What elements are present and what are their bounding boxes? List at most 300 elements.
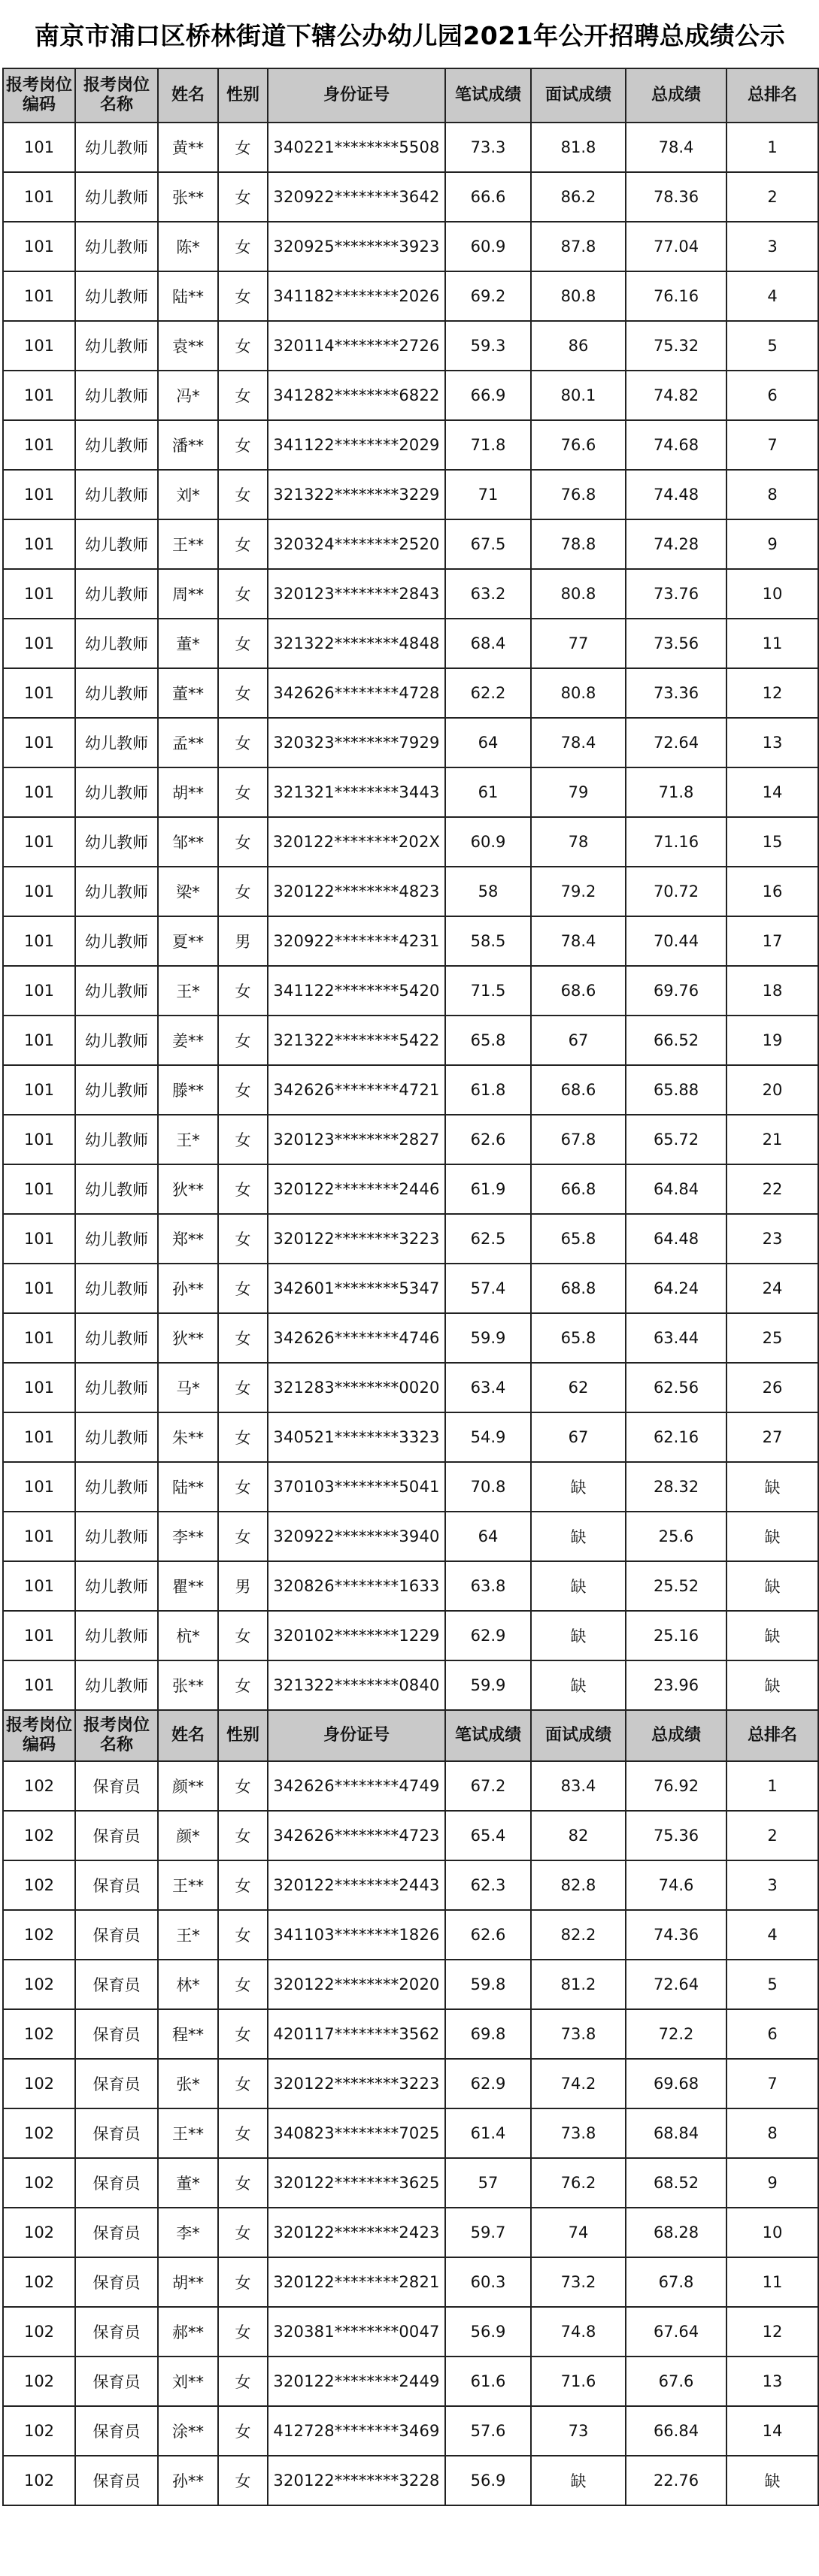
cell-total-score: 62.16 xyxy=(626,1412,726,1462)
cell-total-rank: 12 xyxy=(726,668,818,718)
cell-written-score: 58 xyxy=(445,867,531,916)
cell-written-score: 59.7 xyxy=(445,2208,531,2257)
cell-total-score: 78.4 xyxy=(626,123,726,172)
table-row xyxy=(3,123,818,172)
cell-total-rank: 3 xyxy=(726,1860,818,1910)
cell-gender: 女 xyxy=(218,172,268,222)
cell-post-name: 保育员 xyxy=(75,2357,158,2406)
cell-total-rank: 13 xyxy=(726,718,818,767)
cell-total-rank: 5 xyxy=(726,321,818,371)
cell-gender: 女 xyxy=(218,1264,268,1313)
cell-total-rank: 4 xyxy=(726,271,818,321)
cell-total-score: 25.52 xyxy=(626,1561,726,1611)
cell-name: 孟** xyxy=(158,718,218,767)
cell-total-score: 62.56 xyxy=(626,1363,726,1412)
cell-total-rank: 22 xyxy=(726,1164,818,1214)
cell-total-rank: 16 xyxy=(726,867,818,916)
cell-name: 张** xyxy=(158,172,218,222)
cell-interview-score: 缺 xyxy=(531,1561,626,1611)
cell-name: 郝** xyxy=(158,2307,218,2357)
table-row xyxy=(3,222,818,271)
cell-written-score: 69.8 xyxy=(445,2009,531,2059)
header-post-code: 报考岗位编码 xyxy=(3,1710,75,1761)
cell-name: 潘** xyxy=(158,420,218,470)
cell-interview-score: 74 xyxy=(531,2208,626,2257)
cell-total-score: 74.28 xyxy=(626,519,726,569)
cell-name: 狄** xyxy=(158,1313,218,1363)
cell-gender: 女 xyxy=(218,2307,268,2357)
cell-written-score: 59.9 xyxy=(445,1313,531,1363)
cell-total-score: 64.48 xyxy=(626,1214,726,1264)
table-row xyxy=(3,2208,818,2257)
table-row xyxy=(3,2108,818,2158)
table-row xyxy=(3,1561,818,1611)
cell-id-number: 340221********5508 xyxy=(268,123,445,172)
cell-id-number: 320122********2423 xyxy=(268,2208,445,2257)
cell-gender: 女 xyxy=(218,718,268,767)
cell-post-code: 101 xyxy=(3,767,75,817)
cell-written-score: 63.8 xyxy=(445,1561,531,1611)
cell-post-code: 101 xyxy=(3,1660,75,1710)
cell-written-score: 62.3 xyxy=(445,1860,531,1910)
cell-interview-score: 71.6 xyxy=(531,2357,626,2406)
cell-written-score: 59.9 xyxy=(445,1660,531,1710)
cell-name: 夏** xyxy=(158,916,218,966)
cell-name: 邹** xyxy=(158,817,218,867)
cell-post-code: 102 xyxy=(3,1811,75,1860)
cell-name: 林* xyxy=(158,1960,218,2009)
cell-post-name: 幼儿教师 xyxy=(75,668,158,718)
cell-id-number: 321322********0840 xyxy=(268,1660,445,1710)
cell-post-code: 102 xyxy=(3,2257,75,2307)
table-row xyxy=(3,619,818,668)
cell-id-number: 342626********4721 xyxy=(268,1065,445,1115)
cell-id-number: 412728********3469 xyxy=(268,2406,445,2456)
cell-id-number: 320922********3642 xyxy=(268,172,445,222)
cell-id-number: 320123********2827 xyxy=(268,1115,445,1164)
cell-interview-score: 67.8 xyxy=(531,1115,626,1164)
cell-post-code: 101 xyxy=(3,172,75,222)
cell-total-rank: 9 xyxy=(726,2158,818,2208)
cell-total-rank: 13 xyxy=(726,2357,818,2406)
cell-total-rank: 缺 xyxy=(726,1660,818,1710)
cell-total-rank: 7 xyxy=(726,2059,818,2108)
cell-written-score: 59.3 xyxy=(445,321,531,371)
cell-total-rank: 25 xyxy=(726,1313,818,1363)
cell-post-code: 102 xyxy=(3,2208,75,2257)
cell-gender: 女 xyxy=(218,1761,268,1811)
cell-total-rank: 6 xyxy=(726,371,818,420)
cell-total-rank: 6 xyxy=(726,2009,818,2059)
cell-post-name: 幼儿教师 xyxy=(75,420,158,470)
cell-written-score: 67.5 xyxy=(445,519,531,569)
cell-written-score: 60.9 xyxy=(445,817,531,867)
cell-total-rank: 14 xyxy=(726,767,818,817)
cell-written-score: 57.6 xyxy=(445,2406,531,2456)
cell-post-name: 幼儿教师 xyxy=(75,1214,158,1264)
cell-total-rank: 2 xyxy=(726,1811,818,1860)
cell-id-number: 342626********4723 xyxy=(268,1811,445,1860)
cell-name: 董** xyxy=(158,668,218,718)
cell-interview-score: 73.8 xyxy=(531,2108,626,2158)
cell-gender: 女 xyxy=(218,1462,268,1512)
cell-post-name: 幼儿教师 xyxy=(75,371,158,420)
cell-id-number: 321322********3229 xyxy=(268,470,445,519)
cell-gender: 女 xyxy=(218,1960,268,2009)
cell-total-score: 76.92 xyxy=(626,1761,726,1811)
cell-name: 王* xyxy=(158,1910,218,1960)
table-row xyxy=(3,1264,818,1313)
cell-total-score: 74.6 xyxy=(626,1860,726,1910)
cell-interview-score: 82.2 xyxy=(531,1910,626,1960)
cell-id-number: 320381********0047 xyxy=(268,2307,445,2357)
table-row xyxy=(3,1115,818,1164)
cell-interview-score: 80.1 xyxy=(531,371,626,420)
cell-gender: 女 xyxy=(218,767,268,817)
cell-name: 狄** xyxy=(158,1164,218,1214)
cell-total-score: 75.36 xyxy=(626,1811,726,1860)
cell-id-number: 341122********5420 xyxy=(268,966,445,1016)
table-row xyxy=(3,1214,818,1264)
cell-post-name: 幼儿教师 xyxy=(75,569,158,619)
cell-written-score: 61 xyxy=(445,767,531,817)
table-row xyxy=(3,1065,818,1115)
cell-name: 程** xyxy=(158,2009,218,2059)
cell-written-score: 64 xyxy=(445,1512,531,1561)
cell-name: 孙** xyxy=(158,2456,218,2505)
cell-post-code: 102 xyxy=(3,2158,75,2208)
cell-written-score: 61.9 xyxy=(445,1164,531,1214)
cell-post-name: 幼儿教师 xyxy=(75,1313,158,1363)
cell-total-rank: 21 xyxy=(726,1115,818,1164)
cell-written-score: 71.5 xyxy=(445,966,531,1016)
table-row xyxy=(3,1660,818,1710)
cell-post-code: 101 xyxy=(3,619,75,668)
cell-post-code: 102 xyxy=(3,1761,75,1811)
cell-total-score: 65.88 xyxy=(626,1065,726,1115)
cell-gender: 女 xyxy=(218,1065,268,1115)
cell-id-number: 341122********2029 xyxy=(268,420,445,470)
cell-interview-score: 80.8 xyxy=(531,271,626,321)
cell-id-number: 320826********1633 xyxy=(268,1561,445,1611)
cell-post-name: 保育员 xyxy=(75,1811,158,1860)
cell-interview-score: 66.8 xyxy=(531,1164,626,1214)
cell-id-number: 320114********2726 xyxy=(268,321,445,371)
table-row xyxy=(3,420,818,470)
cell-total-rank: 10 xyxy=(726,569,818,619)
cell-id-number: 320122********3228 xyxy=(268,2456,445,2505)
cell-total-rank: 8 xyxy=(726,470,818,519)
cell-interview-score: 82.8 xyxy=(531,1860,626,1910)
cell-written-score: 63.2 xyxy=(445,569,531,619)
cell-post-code: 102 xyxy=(3,1960,75,2009)
cell-interview-score: 87.8 xyxy=(531,222,626,271)
cell-total-score: 66.84 xyxy=(626,2406,726,2456)
cell-written-score: 65.8 xyxy=(445,1016,531,1065)
cell-interview-score: 86 xyxy=(531,321,626,371)
cell-gender: 女 xyxy=(218,321,268,371)
table-row xyxy=(3,1412,818,1462)
cell-gender: 女 xyxy=(218,1660,268,1710)
cell-total-rank: 1 xyxy=(726,1761,818,1811)
cell-total-rank: 7 xyxy=(726,420,818,470)
cell-total-rank: 5 xyxy=(726,1960,818,2009)
cell-name: 王* xyxy=(158,966,218,1016)
cell-gender: 女 xyxy=(218,2257,268,2307)
cell-id-number: 320324********2520 xyxy=(268,519,445,569)
cell-interview-score: 79.2 xyxy=(531,867,626,916)
cell-post-code: 101 xyxy=(3,271,75,321)
cell-total-score: 72.2 xyxy=(626,2009,726,2059)
cell-total-score: 73.56 xyxy=(626,619,726,668)
cell-name: 颜** xyxy=(158,1761,218,1811)
cell-post-code: 101 xyxy=(3,1214,75,1264)
cell-interview-score: 65.8 xyxy=(531,1214,626,1264)
cell-total-rank: 9 xyxy=(726,519,818,569)
cell-post-name: 幼儿教师 xyxy=(75,172,158,222)
cell-total-score: 63.44 xyxy=(626,1313,726,1363)
cell-post-code: 101 xyxy=(3,1462,75,1512)
cell-post-code: 102 xyxy=(3,2307,75,2357)
cell-interview-score: 73 xyxy=(531,2406,626,2456)
cell-post-code: 101 xyxy=(3,569,75,619)
cell-gender: 女 xyxy=(218,1860,268,1910)
table-row xyxy=(3,1860,818,1910)
table-row xyxy=(3,172,818,222)
cell-total-score: 74.68 xyxy=(626,420,726,470)
cell-post-code: 102 xyxy=(3,2406,75,2456)
cell-written-score: 62.2 xyxy=(445,668,531,718)
cell-post-name: 保育员 xyxy=(75,2009,158,2059)
cell-name: 陈* xyxy=(158,222,218,271)
cell-interview-score: 缺 xyxy=(531,1462,626,1512)
cell-interview-score: 81.8 xyxy=(531,123,626,172)
cell-id-number: 321322********4848 xyxy=(268,619,445,668)
cell-gender: 女 xyxy=(218,1611,268,1660)
cell-post-name: 幼儿教师 xyxy=(75,1512,158,1561)
cell-id-number: 320122********202X xyxy=(268,817,445,867)
header-interview-score: 面试成绩 xyxy=(531,68,626,123)
cell-id-number: 341182********2026 xyxy=(268,271,445,321)
cell-post-code: 101 xyxy=(3,1016,75,1065)
cell-post-name: 保育员 xyxy=(75,1910,158,1960)
cell-gender: 女 xyxy=(218,2357,268,2406)
table-row xyxy=(3,817,818,867)
cell-post-code: 102 xyxy=(3,2059,75,2108)
cell-post-name: 幼儿教师 xyxy=(75,1016,158,1065)
cell-post-name: 幼儿教师 xyxy=(75,867,158,916)
cell-id-number: 320123********2843 xyxy=(268,569,445,619)
cell-written-score: 61.4 xyxy=(445,2108,531,2158)
cell-post-code: 101 xyxy=(3,371,75,420)
cell-interview-score: 73.2 xyxy=(531,2257,626,2307)
cell-id-number: 342626********4746 xyxy=(268,1313,445,1363)
header-total-score: 总成绩 xyxy=(626,68,726,123)
cell-written-score: 62.6 xyxy=(445,1115,531,1164)
cell-interview-score: 74.2 xyxy=(531,2059,626,2108)
table-row xyxy=(3,1910,818,1960)
cell-name: 杭* xyxy=(158,1611,218,1660)
table-row xyxy=(3,966,818,1016)
cell-interview-score: 83.4 xyxy=(531,1761,626,1811)
cell-gender: 女 xyxy=(218,2406,268,2456)
cell-gender: 女 xyxy=(218,1363,268,1412)
cell-interview-score: 78 xyxy=(531,817,626,867)
cell-total-rank: 11 xyxy=(726,2257,818,2307)
cell-post-name: 保育员 xyxy=(75,1860,158,1910)
cell-post-code: 101 xyxy=(3,718,75,767)
header-post-code: 报考岗位编码 xyxy=(3,68,75,123)
cell-gender: 女 xyxy=(218,1811,268,1860)
table-row xyxy=(3,1164,818,1214)
cell-name: 董* xyxy=(158,619,218,668)
cell-name: 李* xyxy=(158,2208,218,2257)
cell-id-number: 342626********4728 xyxy=(268,668,445,718)
table-row xyxy=(3,2456,818,2505)
cell-id-number: 320122********3625 xyxy=(268,2158,445,2208)
cell-id-number: 321321********3443 xyxy=(268,767,445,817)
page-title: 南京市浦口区桥林街道下辖公办幼儿园2021年公开招聘总成绩公示 xyxy=(34,20,786,50)
cell-name: 刘* xyxy=(158,470,218,519)
cell-total-score: 67.64 xyxy=(626,2307,726,2357)
scores-table xyxy=(2,68,819,2506)
cell-interview-score: 80.8 xyxy=(531,569,626,619)
cell-interview-score: 77 xyxy=(531,619,626,668)
cell-post-name: 保育员 xyxy=(75,2059,158,2108)
cell-interview-score: 68.8 xyxy=(531,1264,626,1313)
cell-gender: 女 xyxy=(218,2208,268,2257)
table-row xyxy=(3,1761,818,1811)
cell-written-score: 61.6 xyxy=(445,2357,531,2406)
cell-name: 梁* xyxy=(158,867,218,916)
cell-written-score: 71.8 xyxy=(445,420,531,470)
cell-name: 王** xyxy=(158,519,218,569)
cell-post-name: 幼儿教师 xyxy=(75,916,158,966)
cell-total-rank: 24 xyxy=(726,1264,818,1313)
cell-total-rank: 12 xyxy=(726,2307,818,2357)
cell-total-rank: 15 xyxy=(726,817,818,867)
table-row xyxy=(3,718,818,767)
cell-post-name: 幼儿教师 xyxy=(75,222,158,271)
cell-gender: 女 xyxy=(218,1313,268,1363)
cell-gender: 女 xyxy=(218,619,268,668)
cell-written-score: 62.9 xyxy=(445,1611,531,1660)
table-row xyxy=(3,1611,818,1660)
cell-total-rank: 缺 xyxy=(726,2456,818,2505)
cell-post-code: 102 xyxy=(3,1910,75,1960)
table-row xyxy=(3,867,818,916)
cell-interview-score: 缺 xyxy=(531,1611,626,1660)
cell-id-number: 320922********4231 xyxy=(268,916,445,966)
header-post-name: 报考岗位名称 xyxy=(75,68,158,123)
cell-post-code: 101 xyxy=(3,1164,75,1214)
header-written-score: 笔试成绩 xyxy=(445,68,531,123)
cell-post-name: 幼儿教师 xyxy=(75,123,158,172)
cell-post-code: 101 xyxy=(3,867,75,916)
cell-total-score: 72.64 xyxy=(626,1960,726,2009)
cell-post-code: 101 xyxy=(3,1065,75,1115)
cell-post-name: 幼儿教师 xyxy=(75,1264,158,1313)
cell-interview-score: 67 xyxy=(531,1016,626,1065)
cell-id-number: 420117********3562 xyxy=(268,2009,445,2059)
cell-total-score: 69.68 xyxy=(626,2059,726,2108)
cell-name: 张** xyxy=(158,1660,218,1710)
cell-interview-score: 74.8 xyxy=(531,2307,626,2357)
cell-total-score: 28.32 xyxy=(626,1462,726,1512)
cell-name: 涂** xyxy=(158,2406,218,2456)
cell-name: 黄** xyxy=(158,123,218,172)
cell-post-code: 101 xyxy=(3,321,75,371)
cell-post-name: 保育员 xyxy=(75,2307,158,2357)
cell-total-score: 70.72 xyxy=(626,867,726,916)
cell-total-rank: 23 xyxy=(726,1214,818,1264)
cell-total-rank: 14 xyxy=(726,2406,818,2456)
cell-name: 颜* xyxy=(158,1811,218,1860)
cell-name: 陆** xyxy=(158,1462,218,1512)
table-row xyxy=(3,1512,818,1561)
cell-total-rank: 11 xyxy=(726,619,818,668)
table-row xyxy=(3,1363,818,1412)
cell-total-score: 68.84 xyxy=(626,2108,726,2158)
cell-total-rank: 17 xyxy=(726,916,818,966)
cell-gender: 女 xyxy=(218,2059,268,2108)
table-row xyxy=(3,767,818,817)
cell-id-number: 320122********2446 xyxy=(268,1164,445,1214)
cell-id-number: 320122********2449 xyxy=(268,2357,445,2406)
cell-post-name: 幼儿教师 xyxy=(75,1462,158,1512)
cell-written-score: 63.4 xyxy=(445,1363,531,1412)
cell-post-code: 101 xyxy=(3,1264,75,1313)
cell-total-score: 64.24 xyxy=(626,1264,726,1313)
cell-total-score: 71.16 xyxy=(626,817,726,867)
cell-post-name: 保育员 xyxy=(75,2158,158,2208)
cell-total-score: 68.52 xyxy=(626,2158,726,2208)
cell-id-number: 320122********2020 xyxy=(268,1960,445,2009)
cell-gender: 女 xyxy=(218,271,268,321)
cell-total-rank: 缺 xyxy=(726,1512,818,1561)
cell-total-score: 71.8 xyxy=(626,767,726,817)
cell-post-name: 保育员 xyxy=(75,2456,158,2505)
cell-written-score: 68.4 xyxy=(445,619,531,668)
cell-written-score: 57 xyxy=(445,2158,531,2208)
cell-name: 瞿** xyxy=(158,1561,218,1611)
cell-post-code: 101 xyxy=(3,916,75,966)
cell-post-code: 101 xyxy=(3,817,75,867)
cell-name: 孙** xyxy=(158,1264,218,1313)
cell-gender: 女 xyxy=(218,2108,268,2158)
cell-name: 李** xyxy=(158,1512,218,1561)
cell-post-code: 101 xyxy=(3,1512,75,1561)
cell-post-name: 保育员 xyxy=(75,1761,158,1811)
cell-total-score: 64.84 xyxy=(626,1164,726,1214)
cell-gender: 女 xyxy=(218,1164,268,1214)
cell-post-code: 101 xyxy=(3,420,75,470)
header-name: 姓名 xyxy=(158,1710,218,1761)
cell-post-code: 101 xyxy=(3,1561,75,1611)
cell-post-code: 101 xyxy=(3,222,75,271)
table-row xyxy=(3,2406,818,2456)
cell-written-score: 61.8 xyxy=(445,1065,531,1115)
table-row xyxy=(3,2059,818,2108)
cell-gender: 女 xyxy=(218,867,268,916)
cell-written-score: 69.2 xyxy=(445,271,531,321)
table-row xyxy=(3,569,818,619)
cell-total-score: 68.28 xyxy=(626,2208,726,2257)
header-post-name: 报考岗位名称 xyxy=(75,1710,158,1761)
table-row xyxy=(3,271,818,321)
cell-total-rank: 10 xyxy=(726,2208,818,2257)
cell-interview-score: 缺 xyxy=(531,2456,626,2505)
